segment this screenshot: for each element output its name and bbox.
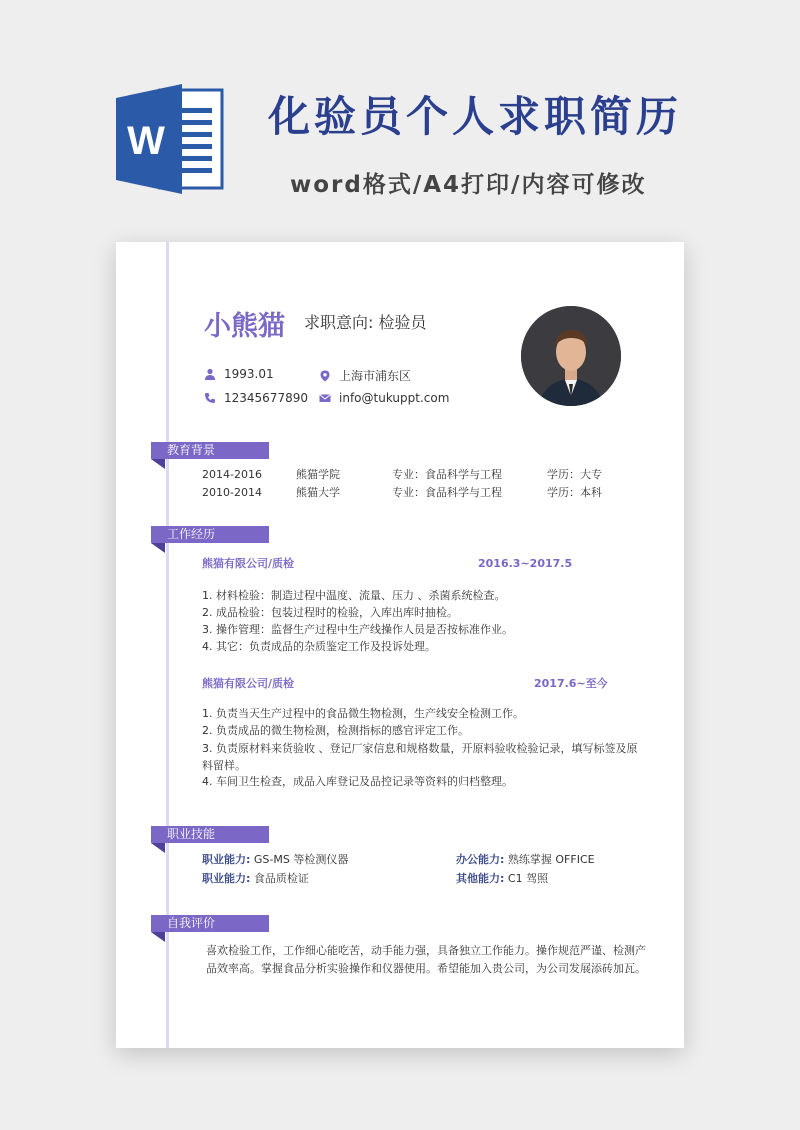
word-icon-letter: W: [127, 119, 165, 163]
job-duty: 2. 成品检验：包装过程时的检验，入库出库时抽检。: [202, 606, 458, 619]
section-skills-title: 职业技能: [167, 827, 216, 841]
section-self-eval-title: 自我评价: [167, 916, 216, 930]
skill-label: 其他能力:: [456, 872, 505, 885]
edu-major: 专业：食品科学与工程: [392, 486, 502, 499]
self-eval-text: 喜欢检验工作，工作细心能吃苦，动手能力强，具备独立工作能力。操作规范严谨、检测产品效率高。掌握食品分析实验操作和仪器使用。希望能加入贵公司，为公司发展添砖加瓦。: [206, 944, 646, 975]
person-icon: [204, 368, 216, 380]
skill-item: [202, 871, 309, 887]
birth-info: [204, 367, 274, 381]
skill-value: C1 驾照: [507, 872, 549, 885]
edu-degree: 学历：大专: [547, 468, 602, 481]
mail-icon: [319, 392, 331, 404]
location-info: [319, 367, 411, 384]
banner-subtitle: word格式/A4打印/内容可修改: [290, 172, 647, 198]
skill-value: 熟练掌握 OFFICE: [507, 853, 595, 866]
phone-info: [204, 391, 308, 405]
phone-icon: [204, 392, 216, 404]
edu-school: 熊猫学院: [296, 468, 340, 481]
job-company: 熊猫有限公司/质检: [202, 557, 295, 570]
skill-value: 食品质检证: [253, 872, 309, 885]
word-document-icon: [116, 84, 228, 194]
avatar: [521, 306, 621, 406]
job-duty: 1. 材料检验：制造过程中温度、流量、压力 、杀菌系统检查。: [202, 589, 506, 602]
birth-text: 1993.01: [224, 367, 274, 381]
banner-title: 化验员个人求职简历: [268, 92, 683, 141]
skill-item: [202, 852, 348, 868]
job-duty: 3. 负责原材料来货验收 、登记厂家信息和规格数量，开原料验收检验记录，填写标签及原料留样。: [202, 742, 638, 772]
edu-school: 熊猫大学: [296, 486, 340, 499]
skill-label: 职业能力:: [202, 853, 251, 866]
edu-period: 2010-2014: [202, 486, 262, 499]
job-duty: 4. 车间卫生检查，成品入库登记及品控记录等资料的归档整理。: [202, 775, 513, 788]
job-period: 2017.6~至今: [534, 677, 608, 690]
job-period: 2016.3~2017.5: [478, 557, 573, 570]
edu-major: 专业：食品科学与工程: [392, 468, 502, 481]
job-duty: 3. 操作管理：监督生产过程中生产线操作人员是否按标准作业。: [202, 623, 513, 636]
skill-item: [456, 871, 548, 887]
section-education-title: 教育背景: [167, 443, 216, 457]
skill-item: [456, 852, 595, 868]
job-intent: 求职意向: 检验员: [304, 313, 427, 332]
resume-sheet: [116, 242, 684, 1048]
job-duty: 4. 其它：负责成品的杂质鉴定工作及投诉处理。: [202, 640, 436, 653]
section-work: [151, 526, 269, 560]
job-company: 熊猫有限公司/质检: [202, 677, 295, 690]
job-duty: 1. 负责当天生产过程中的食品微生物检测，生产线安全检测工作。: [202, 707, 524, 720]
phone-text: 12345677890: [224, 391, 308, 405]
location-pin-icon: [319, 370, 331, 382]
location-text: 上海市浦东区: [339, 369, 412, 383]
skill-label: 办公能力:: [456, 853, 505, 866]
candidate-name: 小熊猫: [204, 311, 285, 342]
edu-period: 2014-2016: [202, 468, 262, 481]
skill-value: GS-MS 等检测仪器: [253, 853, 349, 866]
edu-degree: 学历：本科: [547, 486, 602, 499]
section-work-title: 工作经历: [167, 527, 216, 541]
email-text: info@tukuppt.com: [339, 391, 450, 405]
job-duty: 2. 负责成品的微生物检测，检测指标的感官评定工作。: [202, 724, 469, 737]
email-info: [319, 391, 449, 405]
skill-label: 职业能力:: [202, 872, 251, 885]
